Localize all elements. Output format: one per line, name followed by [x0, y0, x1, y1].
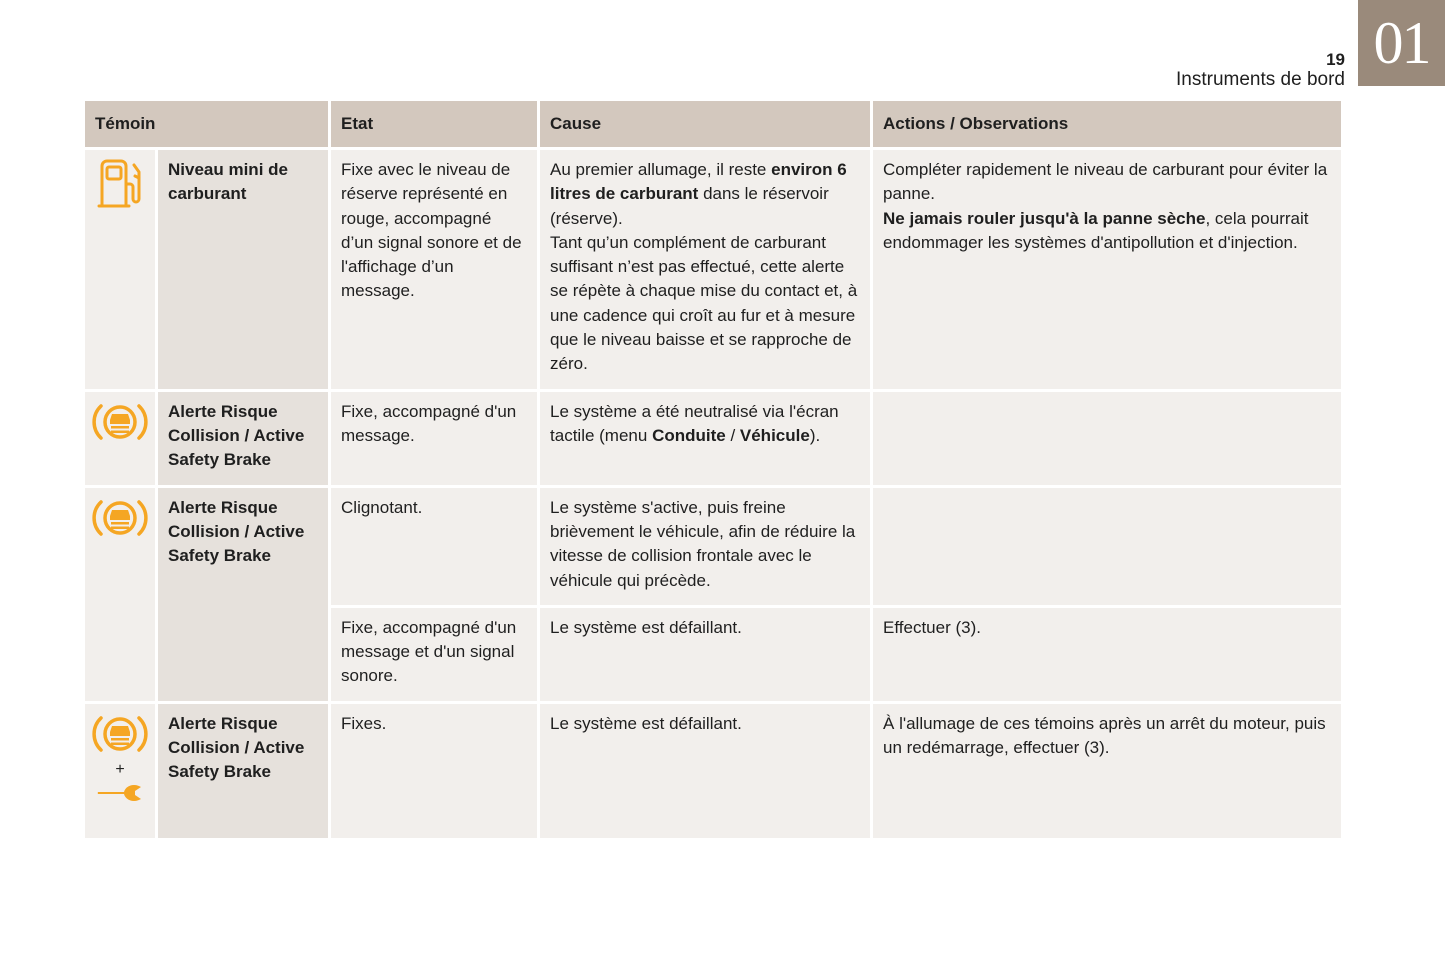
- plus-separator: +: [115, 760, 125, 778]
- fuel-pump-icon: [96, 158, 144, 210]
- column-header-cause: Cause: [540, 101, 870, 147]
- table-row: [85, 704, 1341, 838]
- etat-cell: Clignotant.: [331, 488, 537, 605]
- column-header-etat: Etat: [331, 101, 537, 147]
- actions-cell: Compléter rapidement le niveau de carburant pour éviter la panne. Ne jamais rouler jusqu'à la panne sèche, cela pourrait endommager les systèmes d'antipollution et d'injection.: [873, 150, 1341, 389]
- table-header-row: [85, 101, 1341, 147]
- indicator-label: Alerte Risque Collision / Active Safety Brake: [158, 704, 328, 838]
- wrench-icon: [95, 784, 145, 806]
- cause-cell: Le système est défaillant.: [540, 704, 870, 838]
- chapter-tab: 01: [1358, 0, 1445, 86]
- indicator-icon-cell: [85, 392, 155, 485]
- etat-cell: Fixe, accompagné d'un message.: [331, 392, 537, 485]
- table-row: [85, 150, 1341, 389]
- column-header-actions: Actions / Observations: [873, 101, 1341, 147]
- cause-cell: Le système a été neutralisé via l'écran tactile (menu Conduite / Véhicule).: [540, 392, 870, 485]
- indicator-label: Niveau mini de carburant: [158, 150, 328, 389]
- cause-cell: Le système s'active, puis freine brièvement le véhicule, afin de réduire la vitesse de collision frontale avec le véhicule qui précède.: [540, 488, 870, 605]
- page-number: 19: [1326, 50, 1345, 69]
- actions-cell: [873, 392, 1341, 485]
- indicator-icon-cell: [85, 150, 155, 389]
- cause-cell: Au premier allumage, il reste environ 6 litres de carburant dans le réservoir (réserve). Tant qu’un complément de carburant suffisant n’est pas effectué, cette alerte se répète à chaque mise du contact et, à une cadence qui croît au fur et à mesure que le niveau baisse et se rapproche de zéro.: [540, 150, 870, 389]
- collision-alert-icon: [92, 712, 148, 756]
- indicator-label: Alerte Risque Collision / Active Safety Brake: [158, 488, 328, 701]
- etat-cell: Fixe, accompagné d'un message et d'un signal sonore.: [331, 608, 537, 701]
- collision-alert-icon: [92, 496, 148, 540]
- indicator-label: Alerte Risque Collision / Active Safety Brake: [158, 392, 328, 485]
- etat-cell: Fixes.: [331, 704, 537, 838]
- table-row: [85, 488, 1341, 605]
- etat-cell: Fixe avec le niveau de réserve représenté en rouge, accompagné d’un signal sonore et de l'affichage d’un message.: [331, 150, 537, 389]
- warning-lights-table: [82, 98, 1344, 841]
- cause-cell: Le système est défaillant.: [540, 608, 870, 701]
- actions-cell: [873, 488, 1341, 605]
- indicator-icon-cell: [85, 488, 155, 701]
- actions-cell: Effectuer (3).: [873, 608, 1341, 701]
- icon-stack: [85, 712, 155, 806]
- section-title: Instruments de bord: [1176, 69, 1345, 90]
- table-row: [85, 392, 1341, 485]
- column-header-temoin: Témoin: [85, 101, 328, 147]
- actions-cell: À l'allumage de ces témoins après un arrêt du moteur, puis un redémarrage, effectuer (3).: [873, 704, 1341, 838]
- collision-alert-icon: [92, 400, 148, 444]
- indicator-icon-cell: [85, 704, 155, 838]
